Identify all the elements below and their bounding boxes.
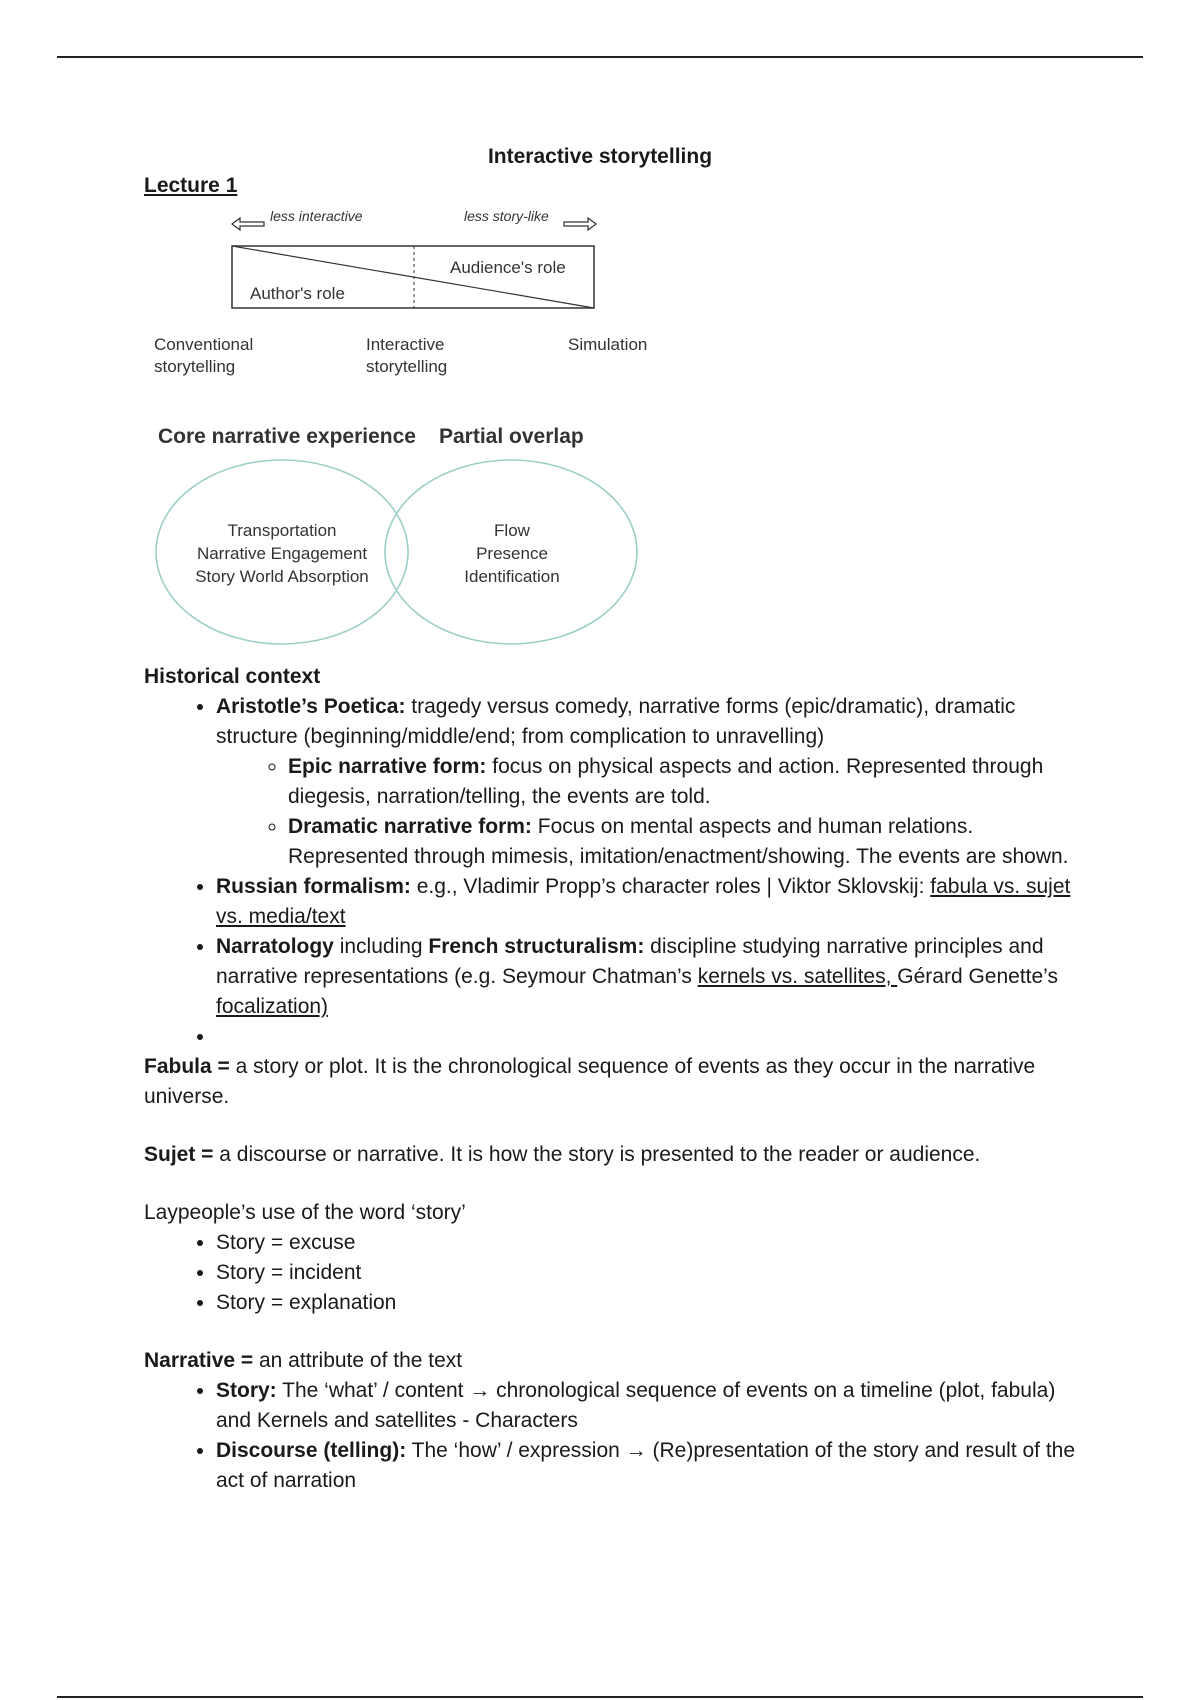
spectrum-diagram <box>140 208 680 318</box>
list-item: ◦ Epic narrative form: focus on physical aspects and action. Represented through diegesis, narration/telling, the events are told. <box>288 752 1084 812</box>
interactivity-spectrum-figure <box>140 208 680 383</box>
narrative-list <box>144 1376 1084 1496</box>
list-item: • Discourse (telling): The ‘how’ / expression → (Re)presentation of the story and result of the act of narration <box>216 1436 1084 1496</box>
left-circle-items: Transportation Narrative Engagement Story World Absorption <box>195 521 369 586</box>
simulation-label: Simulation <box>568 335 648 354</box>
less-story-like-label: less story-like <box>464 208 549 224</box>
list-item: • Russian formalism: e.g., Vladimir Propp’s character roles | Viktor Sklovskij: fabula vs. sujet vs. media/text <box>216 872 1084 932</box>
less-interactive-label: less interactive <box>270 208 363 224</box>
historical-context-heading: Historical context <box>144 665 321 688</box>
core-narrative-heading: Core narrative experience <box>158 425 416 448</box>
list-item: • Aristotle’s Poetica: tragedy versus comedy, narrative forms (epic/dramatic), dramatic structure (beginning/middle/end; from complication to unravelling) ◦ Epic narrative form: focus on physical aspects and action. Represented through diegesis, narration/telling, the events are told. ◦ Dramatic narrative form: Focus on mental aspects and human relations. Represented through mimesis, imitation/enactment/showing. The events are shown. <box>216 692 1084 872</box>
conventional-storytelling-label: Conventional storytelling <box>154 335 254 376</box>
sujet-definition: Sujet = a discourse or narrative. It is how the story is presented to the reader or audience. <box>144 1143 981 1166</box>
interactive-storytelling-label: Interactive storytelling <box>366 335 448 376</box>
list-item: • Story = incident <box>216 1258 1084 1288</box>
list-item: • Story = explanation <box>216 1288 1084 1318</box>
narrative-definition: Narrative = an attribute of the text <box>144 1349 463 1372</box>
list-item: • Narratology including French structuralism: discipline studying narrative principles and narrative representations (e.g. Seymour Chatman’s kernels vs. satellites, Gérard Genette’s focalization) <box>216 932 1084 1022</box>
fabula-definition: Fabula = a story or plot. It is the chronological sequence of events as they occur in the narrative universe. <box>144 1055 1036 1108</box>
empty-list-item <box>216 1022 1084 1052</box>
narrative-experience-venn <box>150 425 670 655</box>
notes-body <box>144 662 1084 1496</box>
top-rule <box>57 56 1143 58</box>
audiences-role-label: Audience's role <box>450 258 566 277</box>
authors-role-label: Author's role <box>250 284 345 303</box>
partial-overlap-heading: Partial overlap <box>439 425 584 448</box>
left-arrow-icon <box>232 218 264 230</box>
list-item: • Story = excuse <box>216 1228 1084 1258</box>
right-arrow-icon <box>564 218 596 230</box>
lecture-heading: Lecture 1 <box>144 174 238 197</box>
list-item: ◦ Dramatic narrative form: Focus on mental aspects and human relations. Represented through mimesis, imitation/enactment/showing. The events are shown. <box>288 812 1084 872</box>
laypeople-list <box>144 1228 1084 1318</box>
page-title: Interactive storytelling <box>487 145 713 168</box>
bottom-rule <box>57 1696 1143 1698</box>
right-circle-items: Flow Presence Identification <box>464 521 560 586</box>
historical-list <box>144 692 1084 1052</box>
narrative-forms-list <box>216 752 1084 872</box>
list-item: • Story: The ‘what’ / content → chronological sequence of events on a timeline (plot, fabula) and Kernels and satellites - Characters <box>216 1376 1084 1436</box>
laypeople-heading: Laypeople’s use of the word ‘story’ <box>144 1201 466 1224</box>
